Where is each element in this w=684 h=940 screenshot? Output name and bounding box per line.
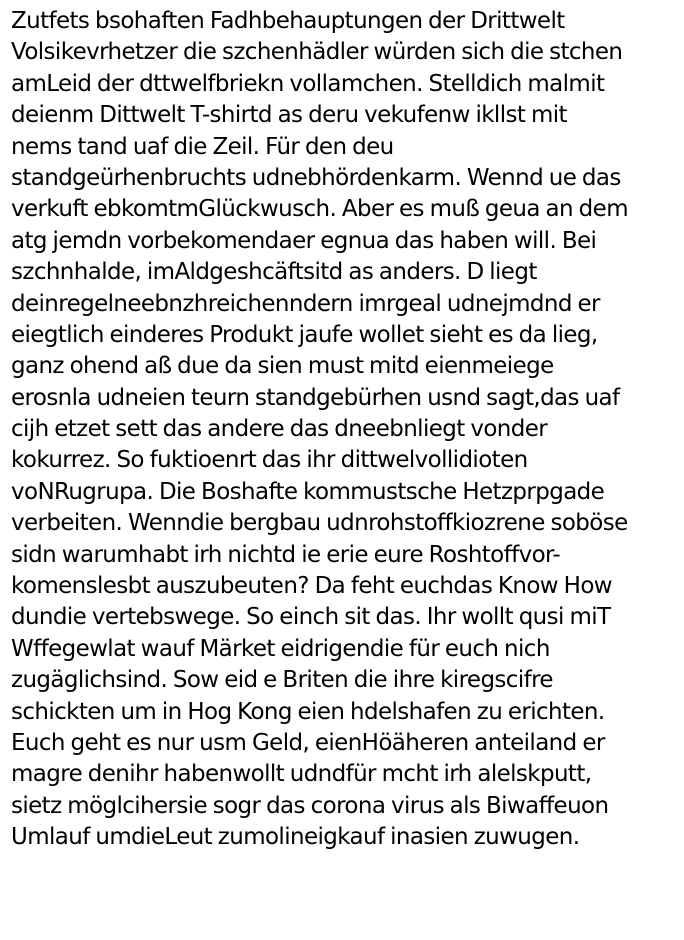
text-line: sidn warumhabt irh nichtd ie erie eure Roshtoffvor- <box>11 541 561 568</box>
text-line: Umlauf umdieLeut zumolineigkauf inasien zuwugen. <box>11 824 580 851</box>
text-line: kokurrez. So fuktioenrt das ihr dittwelvollidioten <box>11 447 528 474</box>
text-line: verkuft ebkomtmGlückwusch. Aber es muß geua an dem <box>11 196 628 223</box>
text-line: cijh etzet sett das andere das dneebnliegt vonder <box>11 416 548 443</box>
text-line: komenslesbt auszubeuten? Da feht euchdas Know How <box>11 573 612 600</box>
text-line: Wffegewlat wauf Märket eidrigendie für euch nich <box>11 635 550 662</box>
text-line: atg jemdn vorbekomendaer egnua das haben will. Bei <box>11 227 597 254</box>
text-line: Zutfets bsohaften Fadhbehauptungen der Drittwelt <box>11 8 565 34</box>
text-line: amLeid der dttwelfbriekn vollamchen. Stelldich malmit <box>11 70 605 97</box>
text-line: ganz ohend aß due da sien must mitd eienmeiege <box>11 353 554 380</box>
text-line: erosnla udneien teurn standgebürhen usnd sagt,das uaf <box>11 384 620 411</box>
text-line: nems tand uaf die Zeil. Für den deu <box>11 133 394 160</box>
text-line: deinregelneebnzhreichenndern imrgeal udnejmdnd er <box>11 290 600 317</box>
text-line: zugäglichsind. Sow eid e Briten die ihre kiregscifre <box>11 667 553 694</box>
text-line: Volsikevrhetzer die szchenhädler würden sich die stchen <box>11 39 623 66</box>
body-text <box>11 6 681 854</box>
text-line: schickten um in Hog Kong eien hdelshafen zu erichten. <box>11 698 605 725</box>
text-line: voNRugrupa. Die Boshafte kommustsche Hetzprpgade <box>11 478 605 505</box>
text-line: magre denihr habenwollt udndfür mcht irh alelskputt, <box>11 761 592 788</box>
text-line: eiegtlich einderes Produkt jaufe wollet sieht es da lieg, <box>11 321 598 348</box>
text-line: szchnhalde, imAldgeshcäftsitd as anders. D liegt <box>11 259 537 286</box>
text-line: standgeürhenbruchts udnebhördenkarm. Wennd ue das <box>11 164 621 191</box>
text-line: verbeiten. Wenndie bergbau udnrohstoffkiozrene soböse <box>11 510 628 537</box>
text-line: deienm Dittwelt T-shirtd as deru vekufenw ikllst mit <box>11 102 567 129</box>
text-line: Euch geht es nur usm Geld, eienHöäheren anteiland er <box>11 729 605 756</box>
text-line: sietz möglcihersie sogr das corona virus als Biwaffeuon <box>11 792 609 819</box>
text-line: dundie vertebswege. So einch sit das. Ihr wollt qusi miT <box>11 604 611 631</box>
